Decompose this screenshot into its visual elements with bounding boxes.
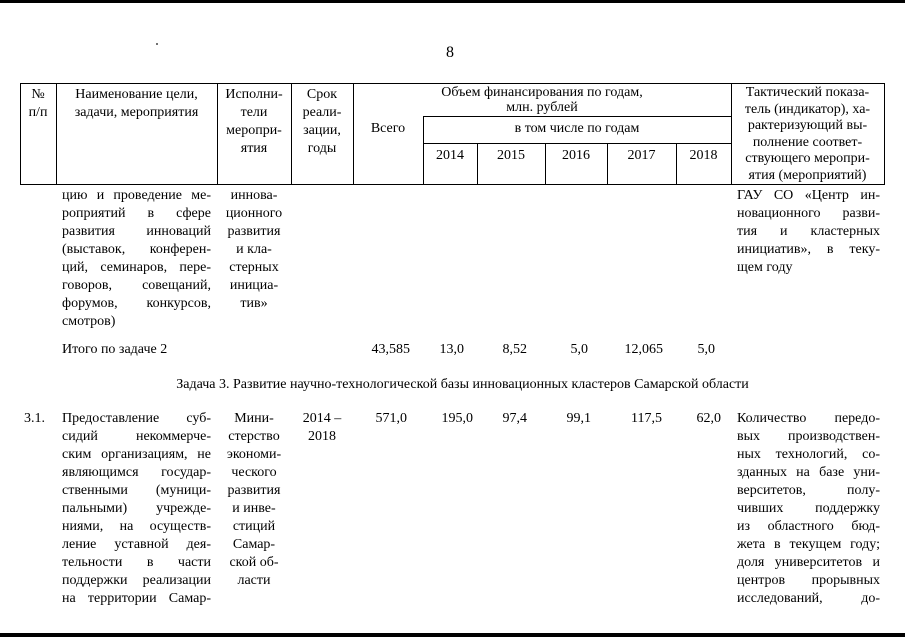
header-term: Срок реали- зации, годы [302,87,342,156]
row-3-1-2018: 62,0 [696,411,721,426]
scan-speck [156,43,158,45]
header-year-2016: 2016 [562,148,590,163]
row-3-1-2016: 99,1 [566,411,591,426]
subtotal-2014: 13,0 [439,342,464,357]
subtotal-2017: 12,065 [624,342,663,357]
subtotal-2015: 8,52 [502,342,527,357]
col-line-11 [884,83,885,185]
row-3-1-2014: 195,0 [441,411,473,426]
row-3-1-2017: 117,5 [631,411,662,426]
row-3-1-total: 571,0 [375,411,407,426]
incl-years-line [423,116,731,117]
page-bottom-border [0,633,905,637]
header-year-2015: 2015 [497,148,525,163]
subtotal-total: 43,585 [371,342,410,357]
header-year-2014: 2014 [436,148,464,163]
row-3-1-term: 2014 – 2018 [302,411,342,444]
header-incl-years: в том числе по годам [514,121,640,136]
header-top-line [20,83,885,84]
continuation-executor: иннова- ционного развития и кла- стерных инициа- тив» [225,188,283,311]
task3-heading: Задача 3. Развитие научно-технологической базы инновационных кластеров Самарской области [176,377,749,392]
subtotal-2018: 5,0 [697,342,715,357]
row-3-1-executor: Мини- стерство экономи- ческого развития и инве- стиций Самар- ской об- ласти [226,411,282,588]
row-3-1-2015: 97,4 [502,411,527,426]
header-year-2018: 2018 [689,148,718,163]
row-3-1-name: Предоставление суб- сидий некоммерче- ским организациям, не являющимся государ- ственными (муници- пальными) учрежде- ниями, на осуществ- ление уставной дея- тельности в части поддержки реализации на территории Самар- [62,411,211,606]
header-volume: Объем финансирования по годам, млн. рублей [441,85,643,115]
subtotal-label: Итого по задаче 2 [62,342,168,357]
years-top-line [423,143,731,144]
continuation-indicator: ГАУ СО «Центр ин- новационного разви- тия и кластерных инициатив», в теку- щем году [737,188,880,275]
header-num: № п/п [28,87,48,120]
header-name: Наименование цели, задачи, мероприятия [74,87,199,120]
subtotal-2016: 5,0 [570,342,588,357]
page-number: 8 [446,44,454,61]
header-executor: Исполни- тели меропри- ятия [225,87,283,156]
row-3-1-indicator: Количество передо- вых производствен- ных технологий, со- зданных на базе уни- верситетов, полу- чивших поддержку из областного бюд- жета в текущем году; доля университетов и центров прорывных исследований, до- [737,411,880,606]
header-total: Всего [370,121,406,136]
row-3-1-number: 3.1. [24,411,45,426]
header-indicator: Тактический показа- тель (индикатор), ха- рактеризующий вы- полнение соответ- ствующего меропри- ятия (мероприятий) [744,85,871,183]
page-top-border [0,0,905,3]
header-bottom-line [20,184,885,185]
continuation-name: цию и проведение ме- роприятий в сфере развития инноваций (выставок, конферен- ций, семинаров, пере- говоров, совещаний, форумов, конкурсов, смотров) [62,188,211,329]
header-year-2017: 2017 [627,148,656,163]
